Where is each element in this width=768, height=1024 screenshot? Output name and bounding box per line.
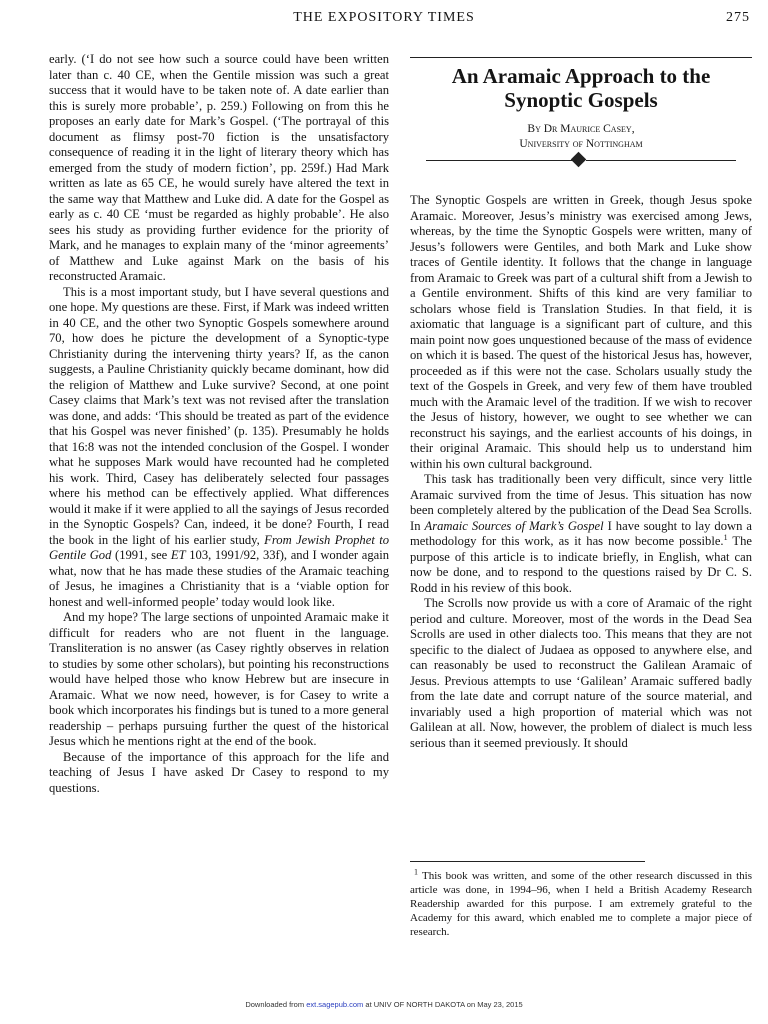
- right-p2-text-a: This task has traditionally been very difficult, since very little Aramaic survived from the time of Jesus. This situation has now been completely altered by the publication of the Dead Sea Scrolls. In: [410, 472, 752, 533]
- ornament-line-right: [586, 160, 736, 161]
- left-paragraph-1: early. (‘I do not see how such a source could have been written later than c. 40 CE, when the Gentile mission was such a great success that it would have to be taken note of. A date earlier than this is surely more probable’, p. 259.) Following on from this he proposes an early date for Mark’s Gospel. (‘The portrayal of this document as flimsy post-70 fiction is the unsatisfactory consequence of reading it in the light of literary theory which has emerged from the study of modern fiction’, pp. 259f.) Had Mark written as late as 65 CE, he would surely have altered the text in the same way that Matthew and Luke did. A date for the Gospel as early as c. 40 CE ‘must be regarded as highly probable’. He also sees his study as providing further evidence for the priority of Mark, and he manages to explain many of the ‘minor agreements’ of Matthew and Luke against Mark on the basis of his reconstructed Aramaic.: [49, 52, 389, 283]
- download-line: [0, 1000, 768, 1009]
- byline: [410, 122, 752, 152]
- diamond-icon: [571, 152, 587, 168]
- footnote-marker: 1: [414, 867, 418, 877]
- left-p2-book-title: From Jewish Prophet to Gentile God: [49, 532, 389, 562]
- title-ornament: [410, 150, 752, 170]
- right-paragraph-3: The Scrolls now provide us with a core of Aramaic of the right period and culture. Moreover, most of the words in the Dead Sea Scrolls are used in other dialects too. This means that they are not specific to the dialect of Judaea as opposed to anywhere else, and can reasonably be used to reconstruct the Galilean Aramaic of Jesus. Previous attempts to use ‘Galilean’ Aramaic suffered badly from the late date and corrupt nature of the source material, and invariably used a high proportion of material which was not Galilean at all. Now, however, the problem of dialect is much less serious than it seemed previously. It should: [410, 596, 752, 750]
- right-column: [410, 193, 752, 751]
- right-paragraph-1: The Synoptic Gospels are written in Greek, though Jesus spoke Aramaic. Moreover, Jesus’s ministry was exercised among Jews, whereas, by the time the Synoptic Gospels were written, many of Jesus’s followers were Gentiles, and both Mark and Luke show traces of Gentile identity. It follows that the change in language from Aramaic to Greek was part of a cultural shift from a Jewish to a Gentile environment. Shifts of this kind are very familiar to scholars whose field is Translation Studies. In that field, it is axiomatic that language is a significant part of culture, and this main point now goes unquestioned because of the mass of evidence on which it is based. The quest of the historical Jesus has, however, proceeded as if this were not the case. Scholars usually study the text of the Gospels in Greek, and very few of them have troubled much with the Aramaic level of the tradition. If we wish to recover the Jesus of history, however, we ought to see whether we can reconstruct his sayings, and the earliest accounts of his doings, in their original Aramaic. This should help us to understand him within his own cultural background.: [410, 193, 752, 471]
- ornament-line-left: [426, 160, 576, 161]
- download-prefix: Downloaded from: [245, 1000, 307, 1009]
- title-top-rule: [410, 57, 752, 58]
- byline-affiliation: University of Nottingham: [519, 138, 643, 150]
- left-column: [49, 52, 389, 796]
- download-link[interactable]: ext.sagepub.com: [306, 1000, 364, 1009]
- article-title: An Aramaic Approach to the Synoptic Gospels: [451, 64, 711, 112]
- left-paragraph-2: [49, 285, 389, 611]
- right-paragraph-2: [410, 472, 752, 596]
- download-suffix: at UNIV OF NORTH DAKOTA on May 23, 2015: [363, 1000, 523, 1009]
- left-p2-text-b: (1991, see: [111, 548, 171, 562]
- left-paragraph-4: Because of the importance of this approach for the life and teaching of Jesus I have asked Dr Casey to respond to my questions.: [49, 749, 389, 795]
- journal-title: THE EXPOSITORY TIMES: [293, 10, 475, 25]
- footnote-rule: [410, 861, 645, 862]
- right-p2-book-title: Aramaic Sources of Mark’s Gospel: [424, 518, 604, 533]
- right-p2-text-b: I have sought to lay down a methodology for this work, as it has now become possible.: [410, 518, 752, 548]
- right-p2-text-c: The purpose of this article is to indicate briefly, in English, what can now be done, and to respond to the questions raised by Dr C. S. Rodd in his review of this book.: [410, 534, 752, 595]
- footnote-text: This book was written, and some of the other research discussed in this article was done, in 1994–96, when I held a British Academy Research Readership awarded for this purpose. I am extremely grateful to the Academy for this award, which enabled me to complete a major piece of research.: [410, 870, 752, 938]
- footnote: [410, 869, 752, 939]
- left-paragraph-3: And my hope? The large sections of unpointed Aramaic make it difficult for readers who are not fluent in the language. Transliteration is no answer (as Casey rightly observes in relation to studies by some other scholars), but pointing his reconstructions would have helped those who know Hebrew but are insecure in Aramaic. What we now need, however, is for Casey to write a book which incorporates his findings but is tuned to a more general readership – perhaps pursuing further the quest of the historical Jesus which he mentions right at the end of the book.: [49, 610, 389, 748]
- byline-author: By Dr Maurice Casey,: [527, 123, 635, 135]
- left-p2-journal-abbrev: ET: [170, 548, 186, 562]
- left-p2-text-a: This is a most important study, but I have several questions and one hope. My questions are these. First, if Mark was indeed written in 40 CE, and the other two Synoptic Gospels somewhere around 70, how does he picture the development of a Synoptic-type Christianity during the intervening thirty years? If, as the canon suggests, a Pauline Christianity quickly became dominant, how did the religion of Matthew and Luke survive? Second, at one point Casey claims that Mark’s text was not revised after the translation was done, and adds: ‘This should be treated as part of the evidence that his Gospel was never finished’ (p. 135). Presumably he holds that 16:8 was not the intended conclusion of the Gospel. I wonder what he supposes Mark would have recounted had he completed his work. Third, Casey has deliberately selected four passages where his method can be effectively applied. What differences would it make if it were applied to all the sayings of Jesus recorded in the Synoptic Gospels? Can, indeed, it be done? Fourth, I read the book in the light of his earlier study,: [49, 284, 389, 547]
- page-number: 275: [726, 10, 750, 25]
- running-head: [0, 10, 768, 30]
- footnote-reference[interactable]: 1: [723, 532, 728, 542]
- left-p2-text-c: 103, 1991/92, 33f), and I wonder again what, now that he has made these studies of the Aramaic teaching of Jesus, he imagines a Christianity that is a ‘viable option for honest and well-informed people’ today would look like.: [49, 548, 389, 609]
- footnote-paragraph: [410, 869, 752, 939]
